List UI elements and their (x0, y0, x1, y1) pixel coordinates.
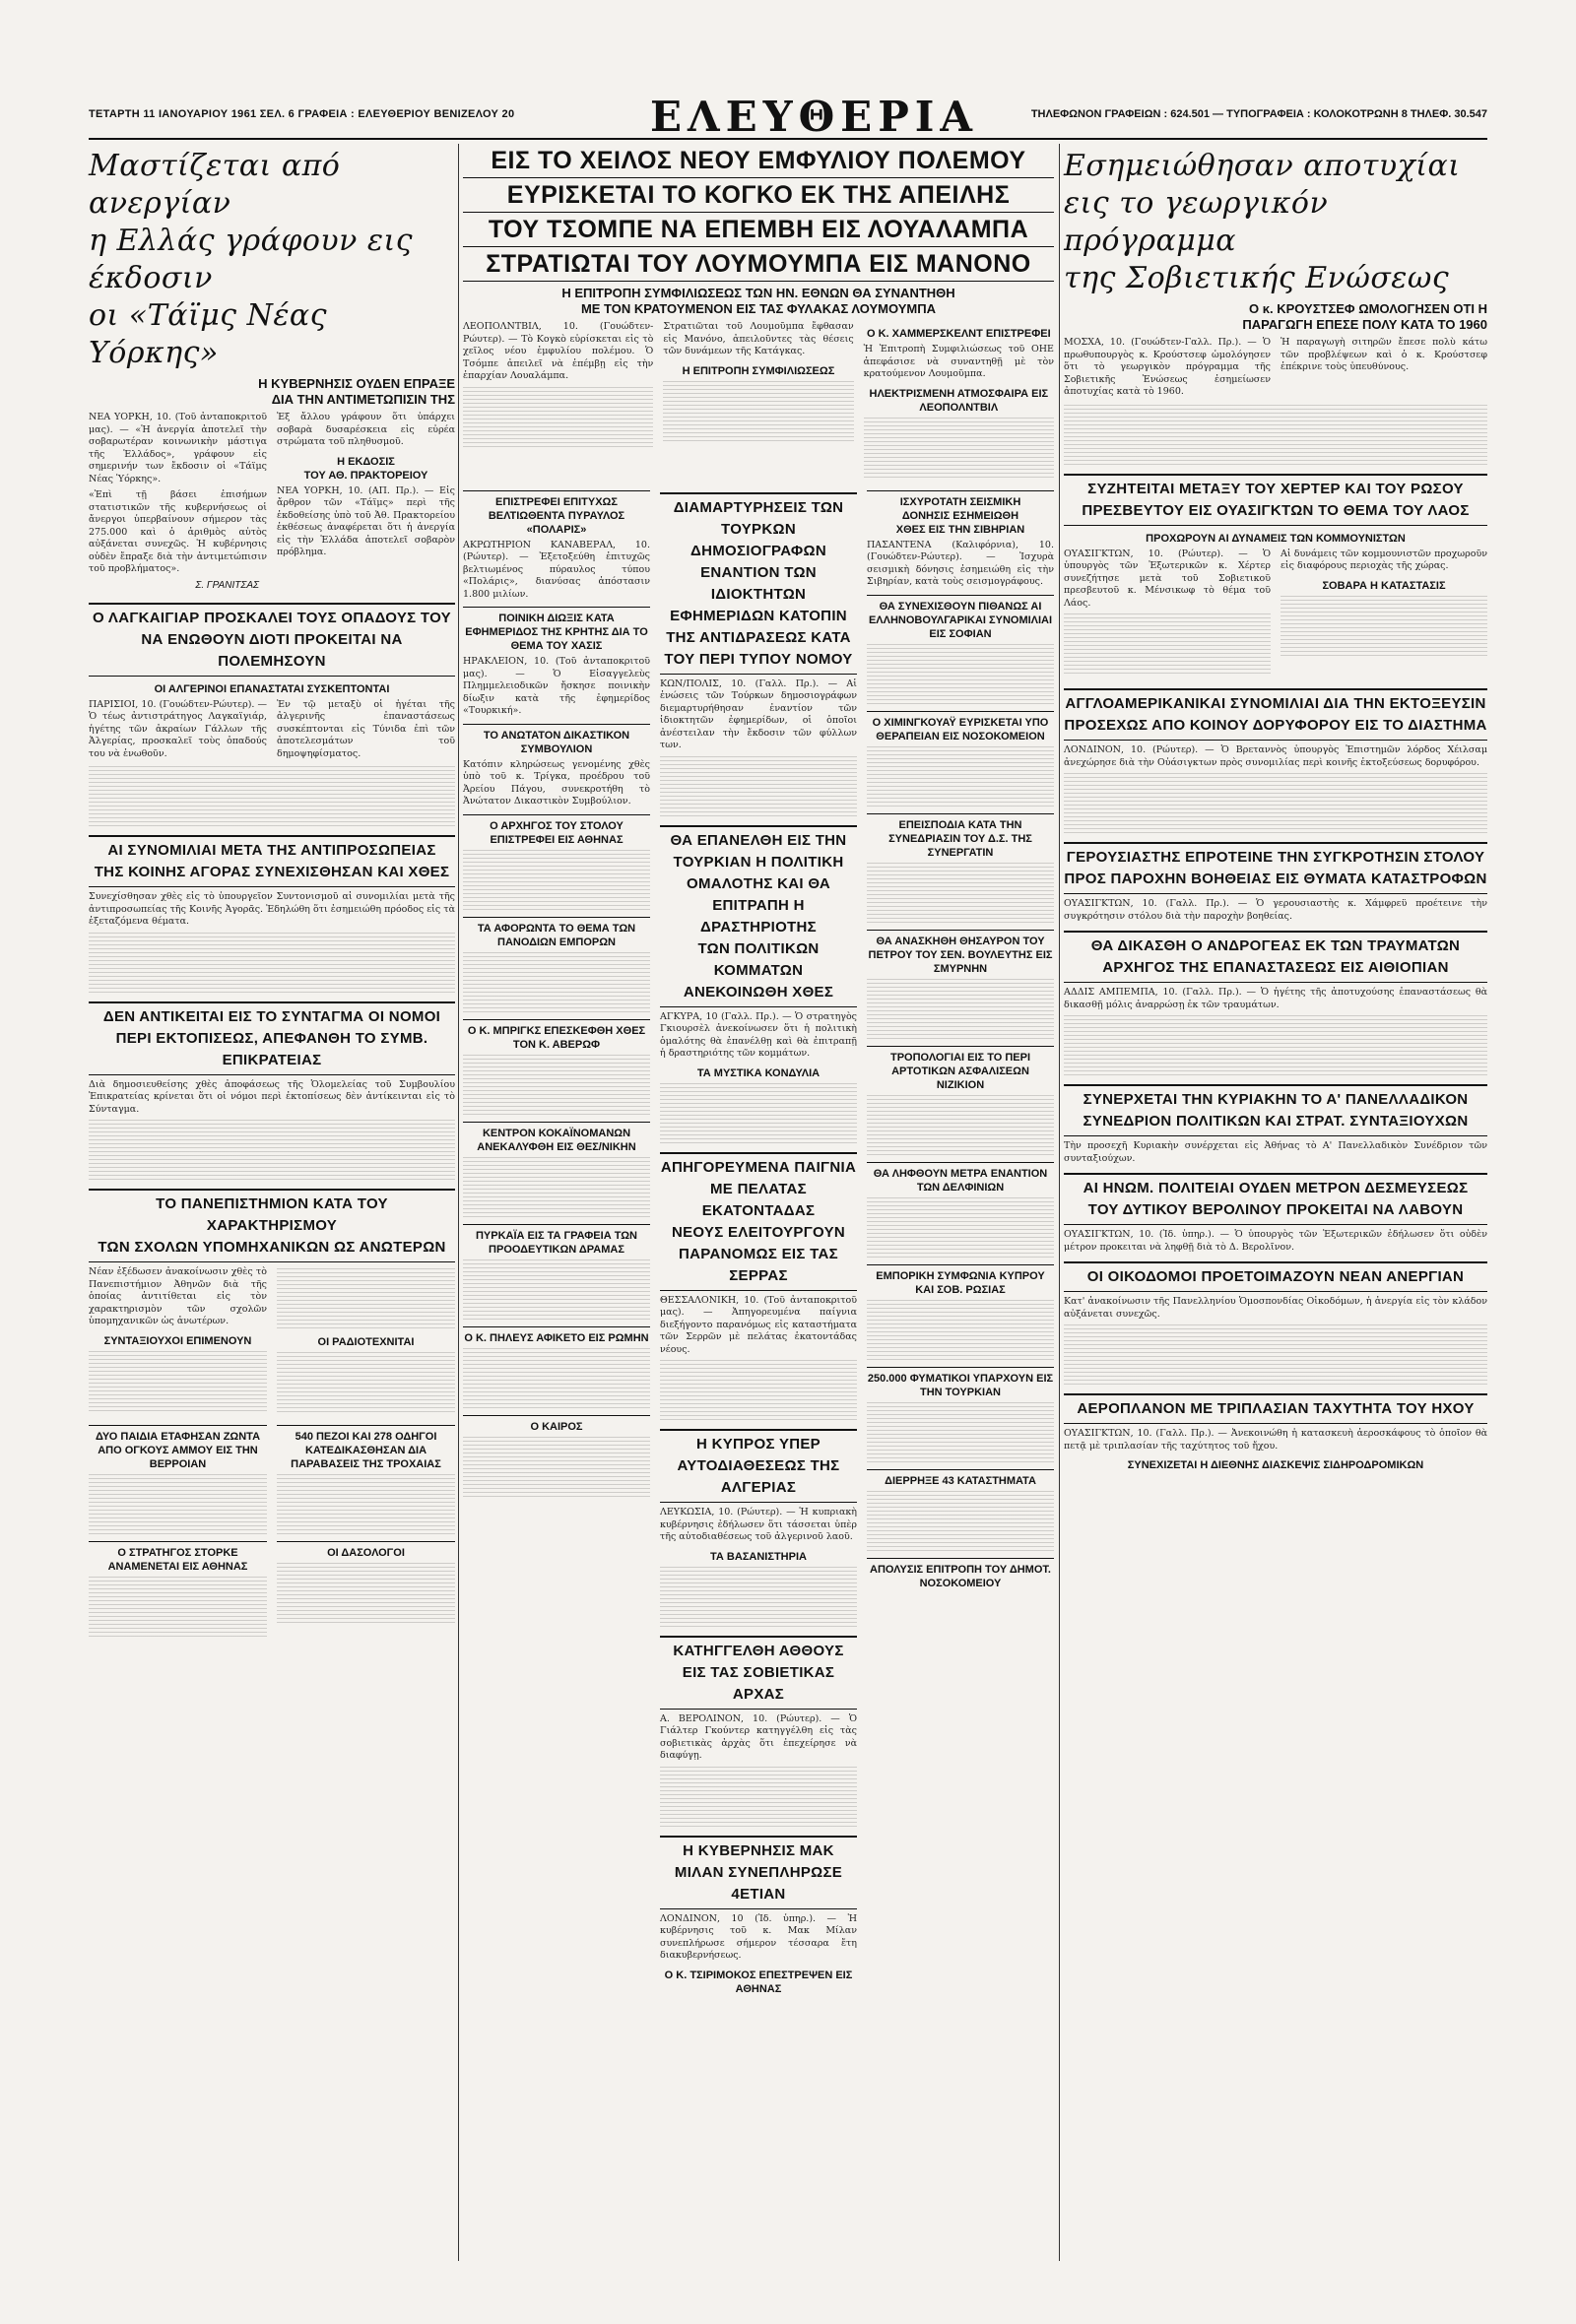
inline-subheading: Ο Κ. ΧΑΜΜΕΡΣΚΕΛΝΤ ΕΠΙΣΤΡΕΦΕΙ (867, 328, 1051, 340)
article-body: ΜΟΣΧΑ, 10. (Γουώδτεν-Γαλλ. Πρ.). — Ὁ πρωθυπουργὸς κ. Κρούστσεφ ὡμολόγησεν ὅτι τὸ γεωργικὸν πρόγραμμα τῆς Σοβιετικῆς Ἑνώσεως ἐσημείωσεν ἀποτυχίας κατὰ τὸ 1960. Ἡ παραγωγὴ σιτηρῶν ἔπεσε πολὺ κάτω τῶν προβλέψεων καὶ ὁ κ. Κρούστσεφ ἐπέκρινε τοὺς ὑπευθύνους. (1064, 337, 1487, 397)
headline-merchants: ΤΑ ΑΦΟΡΩΝΤΑ ΤΟ ΘΕΜΑ ΤΩΝ ΠΑΝΟΔΙΩΝ ΕΜΠΟΡΩΝ (463, 917, 650, 949)
headline-siberia-quake: ΙΣΧΥΡΟΤΑΤΗ ΣΕΙΣΜΙΚΗ ΔΟΝΗΣΙΣ ΕΣΗΜΕΙΩΘΗ ΧΘΕΣ ΕΙΣ ΤΗΝ ΣΙΒΗΡΙΑΝ (867, 490, 1054, 537)
headline-amendments: ΤΡΟΠΟΛΟΓΙΑΙ ΕΙΣ ΤΟ ΠΕΡΙ ΑΡΤΟΤΙΚΩΝ ΑΣΦΑΛΙΣΕΩΝ ΝΙΖΙΚΙΟΝ (867, 1046, 1054, 1092)
paragraph: «Ἐπὶ τῇ βάσει ἐπισήμων στατιστικῶν τῆς κυβερνήσεως οἱ ἄνεργοι ὑπερβαίνουν σήμερον τὰς 275.000 καὶ ὁ ἀριθμὸς αὐτὸς αὐξάνεται συνεχῶς. Ἡ κυβέρνησις οὐδὲν ἔπραξε διὰ τὴν ἀντιμετώπισιν τοῦ προβλήματος». (89, 489, 267, 574)
lead-headline-unemployment (89, 148, 455, 372)
subheadline: Η ΚΥΒΕΡΝΗΣΙΣ ΟΥΔΕΝ ΕΠΡΑΞΕ ΔΙΑ ΤΗΝ ΑΝΤΙΜΕΤΩΠΙΣΙΝ ΤΗΣ (258, 376, 455, 407)
headline-macmillan: Η ΚΥΒΕΡΝΗΣΙΣ ΜΑΚ ΜΙΛΑΝ ΣΥΝΕΠΛΗΡΩΣΕ 4ΕΤΙΑΝ (660, 1836, 857, 1909)
subheadline: Η ΕΠΙΤΡΟΠΗ ΣΥΜΦΙΛΙΩΣΕΩΣ ΤΩΝ ΗΝ. ΕΘΝΩΝ ΘΑ ΣΥΝΑΝΤΗΘΗ ΜΕ ΤΟΝ ΚΡΑΤΟΥΜΕΝΟΝ ΕΙΣ ΤΑΣ ΦΥΛΑΚΑΣ ΛΟΥΜΟΥΜΠΑ (561, 286, 955, 316)
headline-judicial-council: ΤΟ ΑΝΩΤΑΤΟΝ ΔΙΚΑΣΤΙΚΟΝ ΣΥΜΒΟΥΛΙΟΝ (463, 724, 650, 756)
masthead (89, 93, 1487, 141)
headline-builders: ΟΙ ΟΙΚΟΔΟΜΟΙ ΠΡΟΕΤΟΙΜΑΖΟΥΝ ΝΕΑΝ ΑΝΕΡΓΙΑΝ (1064, 1261, 1487, 1292)
paragraph: ΝΕΑ ΥΟΡΚΗ, 10. (Τοῦ ἀνταποκριτοῦ μας). — «Ἡ ἀνεργία ἀποτελεῖ τὴν σοβαρωτέραν κοινωνικὴν μάστιγα τῆς Ἑλλάδος», γράφουν εἰς σημερινήν των ἔκδοσιν οἱ «Τάϊμς Νέας Ὑόρκης». (89, 412, 267, 484)
inline-subheading: Η ΕΚΔΟΣΙΣ ΤΟΥ ΑΘ. ΠΡΑΚΤΟΡΕΙΟΥ (303, 455, 428, 482)
headline-sand-children: ΔΥΟ ΠΑΙΔΙΑ ΕΤΑΦΗΣΑΝ ΖΩΝΤΑ ΑΠΟ ΟΓΚΟΥΣ ΑΜΜΟΥ ΕΙΣ ΤΗΝ ΒΕΡΡΟΙΑΝ (89, 1425, 267, 1471)
byline-signature: Σ. ΓΡΑΝΙΤΣΑΣ (195, 579, 259, 591)
headline-supersonic: ΑΕΡΟΠΛΑΝΟΝ ΜΕ ΤΡΙΠΛΑΣΙΑΝ ΤΑΧΥΤΗΤΑ ΤΟΥ ΗΧΟΥ (1064, 1393, 1487, 1424)
headline-traffic: 540 ΠΕΖΟΙ ΚΑΙ 278 ΟΔΗΓΟΙ ΚΑΤΕΔΙΚΑΣΘΗΣΑΝ ΔΙΑ ΠΑΡΑΒΑΣΕΙΣ ΤΗΣ ΤΡΟΧΑΙΑΣ (277, 1425, 455, 1471)
headline-turkey-normalcy: ΘΑ ΕΠΑΝΕΛΘΗ ΕΙΣ ΤΗΝ ΤΟΥΡΚΙΑΝ Η ΠΟΛΙΤΙΚΗ ΟΜΑΛΟΤΗΣ ΚΑΙ ΘΑ ΕΠΙΤΡΑΠΗ Η ΔΡΑΣΤΗΡΙΟΤΗΣ ΤΩΝ ΠΟΛΙΤΙΚΩΝ ΚΟΜΜΑΤΩΝ ΑΝΕΚΟΙΝΩΘΗ ΧΘΕΣ (660, 825, 857, 1007)
headline-line: οι «Τάϊμς Νέας Υόρκης» (89, 298, 327, 370)
masthead-contact: ΤΗΛΕΦΩΝΟΝ ΓΡΑΦΕΙΩΝ : 624.501 — ΤΥΠΟΓΡΑΦΕΙΑ : ΚΟΛΟΚΟΤΡΩΝΗ 8 ΤΗΛΕΦ. 30.547 (1030, 108, 1487, 120)
headline-polaris: ΕΠΙΣΤΡΕΦΕΙ ΕΠΙΤΥΧΩΣ ΒΕΛΤΙΩΘΕΝΤΑ ΠΥΡΑΥΛΟΣ «ΠΟΛΑΡΙΣ» (463, 490, 650, 537)
headline-cyprus-russia: ΕΜΠΟΡΙΚΗ ΣΥΜΦΩΝΙΑ ΚΥΠΡΟΥ ΚΑΙ ΣΟΒ. ΡΩΣΙΑΣ (867, 1264, 1054, 1297)
headline-burglar: ΔΙΕΡΡΗΞΕ 43 ΚΑΤΑΣΤΗΜΑΤΑ (867, 1469, 1054, 1488)
center-middle-subcolumn: ΔΙΑΜΑΡΤΥΡΗΣΕΙΣ ΤΩΝ ΤΟΥΡΚΩΝ ΔΗΜΟΣΙΟΓΡΑΦΩΝ ΕΝΑΝΤΙΟΝ ΤΩΝ ΙΔΙΟΚΤΗΤΩΝ ΕΦΗΜΕΡΙΔΩΝ ΚΑΤΟΠΙΝ ΤΗΣ ΑΝΤΙΔΡΑΣΕΩΣ ΚΑΤΑ ΤΟΥ ΠΕΡΙ ΤΥΠΟΥ ΝΟΜΟΥ ΚΩΝ/ΠΟΛΙΣ, 10. (Γαλλ. Πρ.). — Αἱ ἑνώσεις τῶν Τούρκων δημοσιογράφων διεμαρτυρήθησαν ἐναντίον τῶν ἰδιοκτητῶν ἐφημερίδων, οἱ ὁποῖοι ἀνέστειλαν τὴν ἔκδοσιν τῶν φύλλων των. ΘΑ ΕΠΑΝΕΛΘΗ ΕΙΣ ΤΗΝ ΤΟΥΡΚΙΑΝ Η ΠΟΛΙΤΙΚΗ ΟΜΑΛΟΤΗΣ ΚΑΙ ΘΑ ΕΠΙΤΡΑΠΗ Η ΔΡΑΣΤΗΡΙΟΤΗΣ ΤΩΝ ΠΟΛΙΤΙΚΩΝ ΚΟΜΜΑΤΩΝ ΑΝΕΚΟΙΝΩΘΗ ΧΘΕΣ ΑΓΚΥΡΑ, 10 (Γαλλ. Πρ.). — Ὁ στρατηγὸς Γκιουρσὲλ ἀνεκοίνωσεν ὅτι ἡ πολιτικὴ ὁμαλότης θὰ ἐπανέλθῃ καὶ θὰ ἐπιτραπῇ ἡ δραστηριότης τῶν κομμάτων. ΤΑ ΜΥΣΤΙΚΑ ΚΟΝΔΥΛΙΑ ΑΠΗΓΟΡΕΥΜΕΝΑ ΠΑΙΓΝΙΑ ΜΕ ΠΕΛΑΤΑΣ ΕΚΑΤΟΝΤΑΔΑΣ ΝΕΟΥΣ ΕΛΕΙΤΟΥΡΓΟΥΝ ΠΑΡΑΝΟΜΩΣ ΕΙΣ ΤΑΣ ΣΕΡΡΑΣ ΘΕΣΣΑΛΟΝΙΚΗ, 10. (Τοῦ ἀνταποκριτοῦ μας). — Ἀπηγορευμένα παίγνια διεξήγοντο παρανόμως εἰς καταστήματα τῶν Σερρῶν μὲ πελάτας ἑκατοντάδας νέους. Η ΚΥΠΡΟΣ ΥΠΕΡ ΑΥΤΟΔΙΑΘΕΣΕΩΣ ΤΗΣ ΑΛΓΕΡΙΑΣ ΛΕΥΚΩΣΙΑ, 10. (Ρώυτερ). — Ἡ κυπριακὴ κυβέρνησις ἐδήλωσεν ὅτι τάσσεται ὑπὲρ τῆς αὐτοδιαθέσεως τοῦ ἀλγερινοῦ λαοῦ. ΤΑ ΒΑΣΑΝΙΣΤΗΡΙΑ ΚΑΤΗΓΓΕΛΘΗ ΑΘΘΟΥΣ ΕΙΣ ΤΑΣ ΣΟΒΙΕΤΙΚΑΣ ΑΡΧΑΣ Α. ΒΕΡΟΛΙΝΟΝ, 10. (Ρώυτερ). — Ὁ Γιάλτερ Γκούντερ κατηγγέλθη εἰς τὰς σοβιετικὰς ἀρχὰς ὅτι ἐπεχείρησε νὰ διαφύγῃ. Η ΚΥΒΕΡΝΗΣΙΣ ΜΑΚ ΜΙΛΑΝ ΣΥΝΕΠΛΗΡΩΣΕ 4ΕΤΙΑΝ ΛΟΝΔΙΝΟΝ, 10 (Ἰδ. ὑπηρ.). — Ἡ κυβέρνησις τοῦ κ. Μακ Μίλαν συνεπλήρωσε σήμερον τέσσαρα ἔτη διακυβερνήσεως. Ο Κ. ΤΣΙΡΙΜΟΚΟΣ ΕΠΕΣΤΡΕΨΕΝ ΕΙΣ ΑΘΗΝΑΣ (660, 484, 857, 1999)
inline-subheading: Ο Κ. ΤΣΙΡΙΜΟΚΟΣ ΕΠΕΣΤΡΕΨΕΝ ΕΙΣ ΑΘΗΝΑΣ (664, 1969, 853, 1995)
inline-subheading: ΣΟΒΑΡΑ Η ΚΑΤΑΣΤΑΣΙΣ (1322, 579, 1446, 592)
center-column (463, 144, 1054, 1999)
paragraph: Συνεχίσθησαν χθὲς εἰς τὸ ὑπουργεῖον Συντονισμοῦ αἱ συνομιλίαι μετὰ τῆς ἀντιπροσωπείας τῆς Κοινῆς Ἀγορᾶς. Ἐδηλώθη ὅτι ἐσημειώθη πρόοδος εἰς τὰ ἐξεταζόμενα θέματα. (89, 891, 455, 927)
headline-lagaillarde: Ο ΛΑΓΚΑΙΓΙΑΡ ΠΡΟΣΚΑΛΕΙ ΤΟΥΣ ΟΠΑΔΟΥΣ ΤΟΥ ΝΑ ΕΝΩΘΟΥΝ ΔΙΟΤΙ ΠΡΟΚΕΙΤΑΙ ΝΑ ΠΟΛΕΜΗΣΟΥΝ (89, 603, 455, 677)
inline-subheading: ΗΛΕΚΤΡΙΣΜΕΝΗ ΑΤΜΟΣΦΑΙΡΑ ΕΙΣ ΛΕΟΠΟΛΝΤΒΙΛ (869, 387, 1049, 414)
headline-turkish-journalists: ΔΙΑΜΑΡΤΥΡΗΣΕΙΣ ΤΩΝ ΤΟΥΡΚΩΝ ΔΗΜΟΣΙΟΓΡΑΦΩΝ ΕΝΑΝΤΙΟΝ ΤΩΝ ΙΔΙΟΚΤΗΤΩΝ ΕΦΗΜΕΡΙΔΩΝ ΚΑΤΟΠΙΝ ΤΗΣ ΑΝΤΙΔΡΑΣΕΩΣ ΚΑΤΑ ΤΟΥ ΠΕΡΙ ΤΥΠΟΥ ΝΟΜΟΥ (660, 492, 857, 675)
headline-exile-laws: ΔΕΝ ΑΝΤΙΚΕΙΤΑΙ ΕΙΣ ΤΟ ΣΥΝΤΑΓΜΑ ΟΙ ΝΟΜΟΙ ΠΕΡΙ ΕΚΤΟΠΙΣΕΩΣ, ΑΠΕΦΑΝΘΗ ΤΟ ΣΥΜΒ. ΕΠΙΚΡΑΤΕΙΑΣ (89, 1001, 455, 1075)
inline-subheading: ΟΙ ΡΑΔΙΟΤΕΧΝΙΤΑΙ (317, 1336, 415, 1348)
headline-fleet-chief: Ο ΑΡΧΗΓΟΣ ΤΟΥ ΣΤΟΛΟΥ ΕΠΙΣΤΡΕΦΕΙ ΕΙΣ ΑΘΗΝΑΣ (463, 814, 650, 847)
left-column (89, 144, 455, 1644)
subheadline: ΟΙ ΑΛΓΕΡΙΝΟΙ ΕΠΑΝΑΣΤΑΤΑΙ ΣΥΣΚΕΠΤΟΝΤΑΙ (154, 682, 390, 695)
headline-laos: ΣΥΖΗΤΕΙΤΑΙ ΜΕΤΑΞΥ ΤΟΥ ΧΕΡΤΕΡ ΚΑΙ ΤΟΥ ΡΩΣΟΥ ΠΡΕΣΒΕΥΤΟΥ ΕΙΣ ΟΥΑΣΙΓΚΤΩΝ ΤΟ ΘΕΜΑ ΤΟΥ ΛΑΟΣ (1064, 474, 1487, 526)
headline-briggs: Ο Κ. ΜΠΡΙΓΚΣ ΕΠΕΣΚΕΦΘΗ ΧΘΕΣ ΤΟΝ Κ. ΑΒΕΡΩΦ (463, 1019, 650, 1052)
inline-subheading: ΣΥΝΤΑΞΙΟΥΧΟΙ ΕΠΙΜΕΝΟΥΝ (103, 1334, 252, 1347)
lead-headline-soviet-agriculture: Εσημειώθησαν αποτυχίαι εις το γεωργικόν πρόγραμμα της Σοβιετικής Ενώσεως (1064, 149, 1461, 295)
headline-storke: Ο ΣΤΡΑΤΗΓΟΣ ΣΤΟΡΚΕ ΑΝΑΜΕΝΕΤΑΙ ΕΙΣ ΑΘΗΝΑΣ (89, 1541, 267, 1574)
headline-cocaine: ΚΕΝΤΡΟΝ ΚΟΚΑΪΝΟΜΑΝΩΝ ΑΝΕΚΑΛΥΦΘΗ ΕΙΣ ΘΕΣ/ΝΙΚΗΝ (463, 1122, 650, 1154)
headline-hemingway: Ο ΧΙΜΙΝΓΚΟΥΑΫ ΕΥΡΙΣΚΕΤΑΙ ΥΠΟ ΘΕΡΑΠΕΙΑΝ ΕΙΣ ΝΟΣΟΚΟΜΕΙΟΝ (867, 711, 1054, 743)
subheadline: ΠΡΟΧΩΡΟΥΝ ΑΙ ΔΥΝΑΜΕΙΣ ΤΩΝ ΚΟΜΜΟΥΝΙΣΤΩΝ (1146, 532, 1406, 545)
center-left-subcolumn: ΕΠΙΣΤΡΕΦΕΙ ΕΠΙΤΥΧΩΣ ΒΕΛΤΙΩΘΕΝΤΑ ΠΥΡΑΥΛΟΣ «ΠΟΛΑΡΙΣ» ΑΚΡΩΤΗΡΙΟΝ ΚΑΝΑΒΕΡΑΛ, 10. (Ρώυτερ). — Ἐξετοξεύθη ἐπιτυχῶς βελτιωμένος πύραυλος τύπου «Πολάρις», διανύσας ἀπόστασιν 1.800 μιλίων. ΠΟΙΝΙΚΗ ΔΙΩΞΙΣ ΚΑΤΑ ΕΦΗΜΕΡΙΔΟΣ ΤΗΣ ΚΡΗΤΗΣ ΔΙΑ ΤΟ ΘΕΜΑ ΤΟΥ ΧΑΣΙΣ ΗΡΑΚΛΕΙΟΝ, 10. (Τοῦ ἀνταποκριτοῦ μας). — Ὁ Εἰσαγγελεὺς Πλημμελειοδικῶν ἤσκησε ποινικὴν δίωξιν κατὰ τῆς ἐφημερίδος «Τουρκική». ΤΟ ΑΝΩΤΑΤΟΝ ΔΙΚΑΣΤΙΚΟΝ ΣΥΜΒΟΥΛΙΟΝ Κατόπιν κληρώσεως γενομένης χθὲς ὑπὸ τοῦ κ. Τρίγκα, προέδρου τοῦ Ἀρείου Πάγου, συνεκροτήθη τὸ Ἀνώτατον Δικαστικὸν Συμβούλιον. Ο ΑΡΧΗΓΟΣ ΤΟΥ ΣΤΟΛΟΥ ΕΠΙΣΤΡΕΦΕΙ ΕΙΣ ΑΘΗΝΑΣ ΤΑ ΑΦΟΡΩΝΤΑ ΤΟ ΘΕΜΑ ΤΩΝ ΠΑΝΟΔΙΩΝ ΕΜΠΟΡΩΝ Ο Κ. ΜΠΡΙΓΚΣ ΕΠΕΣΚΕΦΘΗ ΧΘΕΣ ΤΟΝ Κ. ΑΒΕΡΩΦ ΚΕΝΤΡΟΝ ΚΟΚΑΪΝΟΜΑΝΩΝ ΑΝΕΚΑΛΥΦΘΗ ΕΙΣ ΘΕΣ/ΝΙΚΗΝ ΠΥΡΚΑΪΑ ΕΙΣ ΤΑ ΓΡΑΦΕΙΑ ΤΩΝ ΠΡΟΟΔΕΥΤΙΚΩΝ ΔΡΑΜΑΣ Ο Κ. ΠΗΛΕΥΣ ΑΦΙΚΕΤΟ ΕΙΣ ΡΩΜΗΝ Ο ΚΑΙΡΟΣ (463, 484, 650, 1999)
paragraph: Νέαν ἐξέδωσεν ἀνακοίνωσιν χθὲς τὸ Πανεπιστήμιον Ἀθηνῶν διὰ τῆς ὁποίας ἀντιτίθεται εἰς τὸν χαρακτηρισμὸν τῶν σχολῶν ὑπομηχανικῶν ὡς ἀνωτέρων. (89, 1266, 267, 1326)
headline-hospital: ΑΠΟΛΥΣΙΣ ΕΠΙΤΡΟΠΗ ΤΟΥ ΔΗΜΟΤ. ΝΟΣΟΚΟΜΕΙΟΥ (867, 1558, 1054, 1590)
headline-pensioners: ΣΥΝΕΡΧΕΤΑΙ ΤΗΝ ΚΥΡΙΑΚΗΝ ΤΟ Α' ΠΑΝΕΛΛΑΔΙΚΟΝ ΣΥΝΕΔΡΙΟΝ ΠΟΛΙΤΙΚΩΝ ΚΑΙ ΣΤΡΑΤ. ΣΥΝΤΑΞΙΟΥΧΩΝ (1064, 1084, 1487, 1136)
headline-foresters: ΟΙ ΔΑΣΟΛΟΓΟΙ (277, 1541, 455, 1560)
article-body (89, 412, 455, 595)
newspaper-title: ΕΛΕΥΘΕΡΙΑ (650, 93, 979, 141)
headline-dolphins: ΘΑ ΛΗΦΘΟΥΝ ΜΕΤΡΑ ΕΝΑΝΤΙΟΝ ΤΩΝ ΔΕΛΦΙΝΙΩΝ (867, 1162, 1054, 1194)
masthead-dateline: ΤΕΤΑΡΤΗ 11 ΙΑΝΟΥΑΡΙΟΥ 1961 ΣΕΛ. 6 ΓΡΑΦΕΙΑ : ΕΛΕΥΘΕΡΙΟΥ ΒΕΝΙΖΕΛΟΥ 20 (89, 108, 515, 120)
headline-common-market: ΑΙ ΣΥΝΟΜΙΛΙΑΙ ΜΕΤΑ ΤΗΣ ΑΝΤΙΠΡΟΣΩΠΕΙΑΣ ΤΗΣ ΚΟΙΝΗΣ ΑΓΟΡΑΣ ΣΥΝΕΧΙΣΘΗΣΑΝ ΚΑΙ ΧΘΕΣ (89, 835, 455, 887)
headline-tuberculosis: 250.000 ΦΥΜΑΤΙΚΟΙ ΥΠΑΡΧΟΥΝ ΕΙΣ ΤΗΝ ΤΟΥΡΚΙΑΝ (867, 1367, 1054, 1399)
headline-satellite: ΑΓΓΛΟΑΜΕΡΙΚΑΝΙΚΑΙ ΣΥΝΟΜΙΛΙΑΙ ΔΙΑ ΤΗΝ ΕΚΤΟΞΕΥΣΙΝ ΠΡΟΣΕΧΩΣ ΑΠΟ ΚΟΙΝΟΥ ΔΟΡΥΦΟΡΟΥ ΕΙΣ ΤΟ ΔΙΑΣΤΗΜΑ (1064, 688, 1487, 741)
headline-cyprus-algeria: Η ΚΥΠΡΟΣ ΥΠΕΡ ΑΥΤΟΔΙΑΘΕΣΕΩΣ ΤΗΣ ΑΛΓΕΡΙΑΣ (660, 1429, 857, 1503)
paragraph: ΝΕΑ ΥΟΡΚΗ, 10. (ΑΠ. Πρ.). — Εἰς ἄρθρον τῶν «Τάϊμς» περὶ τῆς ἐκδοθείσης ὑπὸ τοῦ Ἀθ. Πρακτορείου ἐκθέσεως ἀναφέρεται ὅτι ἡ ἀνεργία εἰς τὴν Ἑλλάδα ἀποτελεῖ σοβαρὸν πρόβλημα. (277, 484, 455, 557)
headline-sofia-talks: ΘΑ ΣΥΝΕΧΙΣΘΟΥΝ ΠΙΘΑΝΩΣ ΑΙ ΕΛΛΗΝΟΒΟΥΛΓΑΡΙΚΑΙ ΣΥΝΟΜΙΛΙΑΙ ΕΙΣ ΣΟΦΙΑΝ (867, 595, 1054, 641)
headline-soviet-denounced: ΚΑΤΗΓΓΕΛΘΗ ΑΘΘΟΥΣ ΕΙΣ ΤΑΣ ΣΟΒΙΕΤΙΚΑΣ ΑΡΧΑΣ (660, 1636, 857, 1710)
headline-cooperative: ΕΠΕΙΣΠΟΔΙΑ ΚΑΤΑ ΤΗΝ ΣΥΝΕΔΡΙΑΣΙΝ ΤΟΥ Δ.Σ. ΤΗΣ ΣΥΝΕΡΓΑΤΙΝ (867, 813, 1054, 860)
inline-subheading: ΤΑ ΒΑΣΑΝΙΣΤΗΡΙΑ (710, 1550, 807, 1563)
headline-line: η Ελλάς γράφουν εις έκδοσιν (89, 224, 414, 295)
inline-subheading: Η ΕΠΙΤΡΟΠΗ ΣΥΜΦΙΛΙΩΣΕΩΣ (682, 364, 835, 377)
headline-crete-newspaper: ΠΟΙΝΙΚΗ ΔΙΩΞΙΣ ΚΑΤΑ ΕΦΗΜΕΡΙΔΟΣ ΤΗΣ ΚΡΗΤΗΣ ΔΙΑ ΤΟ ΘΕΜΑ ΤΟΥ ΧΑΣΙΣ (463, 607, 650, 653)
headline-ethiopia: ΘΑ ΔΙΚΑΣΘΗ Ο ΑΝΔΡΟΓΕΑΣ ΕΚ ΤΩΝ ΤΡΑΥΜΑΤΩΝ ΑΡΧΗΓΟΣ ΤΗΣ ΕΠΑΝΑΣΤΑΣΕΩΣ ΕΙΣ ΑΙΘΙΟΠΙΑΝ (1064, 931, 1487, 983)
headline-illegal-gambling: ΑΠΗΓΟΡΕΥΜΕΝΑ ΠΑΙΓΝΙΑ ΜΕ ΠΕΛΑΤΑΣ ΕΚΑΤΟΝΤΑΔΑΣ ΝΕΟΥΣ ΕΛΕΙΤΟΥΡΓΟΥΝ ΠΑΡΑΝΟΜΩΣ ΕΙΣ ΤΑΣ ΣΕΡΡΑΣ (660, 1152, 857, 1291)
inline-subheading: ΤΑ ΜΥΣΤΙΚΑ ΚΟΝΔΥΛΙΑ (696, 1066, 821, 1079)
headline-line: Μαστίζεται από ανεργίαν (89, 149, 341, 221)
paragraph: Ἐξ ἄλλου γράφουν ὅτι ὑπάρχει σοβαρὰ δυσαρέσκεια εἰς εὐρέα στρώματα τοῦ πληθυσμοῦ. (277, 412, 455, 447)
headline-peleus: Ο Κ. ΠΗΛΕΥΣ ΑΦΙΚΕΤΟ ΕΙΣ ΡΩΜΗΝ (463, 1326, 650, 1345)
article-body: ΠΑΡΙΣΙΟΙ, 10. (Γουώδτεν-Ρώυτερ). — Ὁ τέως ἀντιστράτηγος Λαγκαϊγιάρ, ἡγέτης τῶν ἀκραίων Γάλλων τῆς Ἀλγερίας, προσκαλεῖ τοὺς ὀπαδούς του νὰ ἑνωθοῦν. Ἐν τῷ μεταξὺ οἱ ἡγέται τῆς ἀλγερινῆς ἐπαναστάσεως συσκέπτονται εἰς Τύνιδα ἐπὶ τῶν ἀποτελεσμάτων τοῦ δημοψηφίσματος. (89, 698, 455, 759)
headline-west-berlin: ΑΙ ΗΝΩΜ. ΠΟΛΙΤΕΙΑΙ ΟΥΔΕΝ ΜΕΤΡΟΝ ΔΕΣΜΕΥΣΕΩΣ ΤΟΥ ΔΥΤΙΚΟΥ ΒΕΡΟΛΙΝΟΥ ΠΡΟΚΕΙΤΑΙ ΝΑ ΛΑΒΟΥΝ (1064, 1173, 1487, 1225)
headline-relief-fleet: ΓΕΡΟΥΣΙΑΣΤΗΣ ΕΠΡΟΤΕΙΝΕ ΤΗΝ ΣΥΓΚΡΟΤΗΣΙΝ ΣΤΟΛΟΥ ΠΡΟΣ ΠΑΡΟΧΗΝ ΒΟΗΘΕΙΑΣ ΕΙΣ ΘΥΜΑΤΑ ΚΑΤΑΣΤΡΟΦΩΝ (1064, 842, 1487, 894)
headline-university: ΤΟ ΠΑΝΕΠΙΣΤΗΜΙΟΝ ΚΑΤΑ ΤΟΥ ΧΑΡΑΚΤΗΡΙΣΜΟΥ ΤΩΝ ΣΧΟΛΩΝ ΥΠΟΜΗΧΑΝΙΚΩΝ ΩΣ ΑΝΩΤΕΡΩΝ (89, 1189, 455, 1262)
paragraph: Διὰ δημοσιευθείσης χθὲς ἀποφάσεως τῆς Ὁλομελείας τοῦ Συμβουλίου Ἐπικρατείας κρίνεται ὅτι οἱ νόμοι περὶ ἐκτοπίσεως δὲν ἀντίκεινται εἰς τὸ Σύνταγμα. (89, 1078, 455, 1115)
headline-fire-drama: ΠΥΡΚΑΪΑ ΕΙΣ ΤΑ ΓΡΑΦΕΙΑ ΤΩΝ ΠΡΟΟΔΕΥΤΙΚΩΝ ΔΡΑΜΑΣ (463, 1224, 650, 1257)
column-rule (1059, 144, 1060, 2261)
center-right-subcolumn: ΙΣΧΥΡΟΤΑΤΗ ΣΕΙΣΜΙΚΗ ΔΟΝΗΣΙΣ ΕΣΗΜΕΙΩΘΗ ΧΘΕΣ ΕΙΣ ΤΗΝ ΣΙΒΗΡΙΑΝ ΠΑΣΑΝΤΕΝΑ (Καλιφόρνια), 10. (Γουώδτεν-Ρώυτερ). — Ἰσχυρὰ σεισμικὴ δόνησις ἐσημειώθη εἰς τὴν Σιβηρίαν, κατὰ τοὺς σεισμογράφους. ΘΑ ΣΥΝΕΧΙΣΘΟΥΝ ΠΙΘΑΝΩΣ ΑΙ ΕΛΛΗΝΟΒΟΥΛΓΑΡΙΚΑΙ ΣΥΝΟΜΙΛΙΑΙ ΕΙΣ ΣΟΦΙΑΝ Ο ΧΙΜΙΝΓΚΟΥΑΫ ΕΥΡΙΣΚΕΤΑΙ ΥΠΟ ΘΕΡΑΠΕΙΑΝ ΕΙΣ ΝΟΣΟΚΟΜΕΙΟΝ ΕΠΕΙΣΠΟΔΙΑ ΚΑΤΑ ΤΗΝ ΣΥΝΕΔΡΙΑΣΙΝ ΤΟΥ Δ.Σ. ΤΗΣ ΣΥΝΕΡΓΑΤΙΝ ΘΑ ΑΝΑΣΚΗΘΗ ΘΗΣΑΥΡΟΝ ΤΟΥ ΠΕΤΡΟΥ ΤΟΥ ΣΕΝ. ΒΟΥΛΕΥΤΗΣ ΕΙΣ ΣΜΥΡΝΗΝ ΤΡΟΠΟΛΟΓΙΑΙ ΕΙΣ ΤΟ ΠΕΡΙ ΑΡΤΟΤΙΚΩΝ ΑΣΦΑΛΙΣΕΩΝ ΝΙΖΙΚΙΟΝ ΘΑ ΛΗΦΘΟΥΝ ΜΕΤΡΑ ΕΝΑΝΤΙΟΝ ΤΩΝ ΔΕΛΦΙΝΙΩΝ ΕΜΠΟΡΙΚΗ ΣΥΜΦΩΝΙΑ ΚΥΠΡΟΥ ΚΑΙ ΣΟΒ. ΡΩΣΙΑΣ 250.000 ΦΥΜΑΤΙΚΟΙ ΥΠΑΡΧΟΥΝ ΕΙΣ ΤΗΝ ΤΟΥΡΚΙΑΝ ΔΙΕΡΡΗΞΕ 43 ΚΑΤΑΣΤΗΜΑΤΑ ΑΠΟΛΥΣΙΣ ΕΠΙΤΡΟΠΗ ΤΟΥ ΔΗΜΟΤ. ΝΟΣΟΚΟΜΕΙΟΥ (867, 484, 1054, 1999)
subheadline: Ο κ. ΚΡΟΥΣΤΣΕΦ ΩΜΟΛΟΓΗΣΕΝ ΟΤΙ Η ΠΑΡΑΓΩΓΗ ΕΠΕΣΕ ΠΟΛΥ ΚΑΤΑ ΤΟ 1960 (1242, 301, 1487, 332)
article-body: ΛΕΟΠΟΛΝΤΒΙΛ, 10. (Γουώδτεν-Ρώυτερ). — Τὸ Κογκὸ εὑρίσκεται εἰς τὸ χεῖλος νέου ἐμφυλίου πολέμου. Ὁ Τσόμπε ἀπειλεῖ νὰ ἐπέμβῃ εἰς τὴν ἐπαρχίαν Λουαλάμπα. Στρατιῶται τοῦ Λουμοῦμπα ἔφθασαν εἰς Μανόνο, ἀπειλοῦντες τὰς θέσεις τῶν δυνάμεων τῆς Κατάγκας. Η ΕΠΙΤΡΟΠΗ ΣΥΜΦΙΛΙΩΣΕΩΣ Ο Κ. ΧΑΜΜΕΡΣΚΕΛΝΤ ΕΠΙΣΤΡΕΦΕΙ Ἡ Ἐπιτροπὴ Συμφιλιώσεως τοῦ ΟΗΕ ἀπεφάσισε νὰ συναντηθῇ μὲ τὸν κρατούμενον Λουμοῦμπα. ΗΛΕΚΤΡΙΣΜΕΝΗ ΑΤΜΟΣΦΑΙΡΑ ΕΙΣ ΛΕΟΠΟΛΝΤΒΙΛ (463, 321, 1054, 484)
column-rule (458, 144, 459, 2261)
headline-treasure: ΘΑ ΑΝΑΣΚΗΘΗ ΘΗΣΑΥΡΟΝ ΤΟΥ ΠΕΤΡΟΥ ΤΟΥ ΣΕΝ. ΒΟΥΛΕΥΤΗΣ ΕΙΣ ΣΜΥΡΝΗΝ (867, 930, 1054, 976)
right-column: Εσημειώθησαν αποτυχίαι εις το γεωργικόν πρόγραμμα της Σοβιετικής Ενώσεως Ο κ. ΚΡΟΥΣΤΣΕΦ ΩΜΟΛΟΓΗΣΕΝ ΟΤΙ Η ΠΑΡΑΓΩΓΗ ΕΠΕΣΕ ΠΟΛΥ ΚΑΤΑ ΤΟ 1960 ΜΟΣΧΑ, 10. (Γουώδτεν-Γαλλ. Πρ.). — Ὁ πρωθυπουργὸς κ. Κρούστσεφ ὡμολόγησεν ὅτι τὸ γεωργικὸν πρόγραμμα τῆς Σοβιετικῆς Ἑνώσεως ἐσημείωσεν ἀποτυχίας κατὰ τὸ 1960. Ἡ παραγωγὴ σιτηρῶν ἔπεσε πολὺ κάτω τῶν προβλέψεων καὶ ὁ κ. Κρούστσεφ ἐπέκρινε τοὺς ὑπευθύνους. ΣΥΖΗΤΕΙΤΑΙ ΜΕΤΑΞΥ ΤΟΥ ΧΕΡΤΕΡ ΚΑΙ ΤΟΥ ΡΩΣΟΥ ΠΡΕΣΒΕΥΤΟΥ ΕΙΣ ΟΥΑΣΙΓΚΤΩΝ ΤΟ ΘΕΜΑ ΤΟΥ ΛΑΟΣ ΠΡΟΧΩΡΟΥΝ ΑΙ ΔΥΝΑΜΕΙΣ ΤΩΝ ΚΟΜΜΟΥΝΙΣΤΩΝ ΟΥΑΣΙΓΚΤΩΝ, 10. (Ρώυτερ). — Ὁ ὑπουργὸς τῶν Ἐξωτερικῶν κ. Χέρτερ συνεζήτησε μετὰ τοῦ Σοβιετικοῦ πρεσβευτοῦ κ. Μένσικωφ τὸ θέμα τοῦ Λάος. Αἱ δυνάμεις τῶν κομμουνιστῶν προχωροῦν εἰς διαφόρους περιοχὰς τῆς χώρας. ΣΟΒΑΡΑ Η ΚΑΤΑΣΤΑΣΙΣ ΑΓΓΛΟΑΜΕΡΙΚΑΝΙΚΑΙ ΣΥΝΟΜΙΛΙΑΙ ΔΙΑ ΤΗΝ ΕΚΤΟΞΕΥΣΙΝ ΠΡΟΣΕΧΩΣ ΑΠΟ ΚΟΙΝΟΥ ΔΟΡΥΦΟΡΟΥ ΕΙΣ ΤΟ ΔΙΑΣΤΗΜΑ ΛΟΝΔΙΝΟΝ, 10. (Ρώυτερ). — Ὁ Βρεταννὸς ὑπουργὸς Ἐπιστημῶν λόρδος Χέιλσαμ ἀνεχώρησε διὰ τὴν Οὐάσιγκτων πρὸς συνομιλίας περὶ κοινῆς ἐκτοξεύσεως δορυφόρου. ΓΕΡΟΥΣΙΑΣΤΗΣ ΕΠΡΟΤΕΙΝΕ ΤΗΝ ΣΥΓΚΡΟΤΗΣΙΝ ΣΤΟΛΟΥ ΠΡΟΣ ΠΑΡΟΧΗΝ ΒΟΗΘΕΙΑΣ ΕΙΣ ΘΥΜΑΤΑ ΚΑΤΑΣΤΡΟΦΩΝ ΟΥΑΣΙΓΚΤΩΝ, 10. (Γαλλ. Πρ.). — Ὁ γερουσιαστὴς κ. Χάμφρεϋ προέτεινε τὴν συγκρότησιν στόλου διὰ τὴν παροχὴν βοηθείας. ΘΑ ΔΙΚΑΣΘΗ Ο ΑΝΔΡΟΓΕΑΣ ΕΚ ΤΩΝ ΤΡΑΥΜΑΤΩΝ ΑΡΧΗΓΟΣ ΤΗΣ ΕΠΑΝΑΣΤΑΣΕΩΣ ΕΙΣ ΑΙΘΙΟΠΙΑΝ ΑΔΔΙΣ ΑΜΠΕΜΠΑ, 10. (Γαλλ. Πρ.). — Ὁ ἡγέτης τῆς ἀποτυχούσης ἐπαναστάσεως θὰ δικασθῇ μόλις ἀναρρώσῃ ἐκ τῶν τραυμάτων. ΣΥΝΕΡΧΕΤΑΙ ΤΗΝ ΚΥΡΙΑΚΗΝ ΤΟ Α' ΠΑΝΕΛΛΑΔΙΚΟΝ ΣΥΝΕΔΡΙΟΝ ΠΟΛΙΤΙΚΩΝ ΚΑΙ ΣΤΡΑΤ. ΣΥΝΤΑΞΙΟΥΧΩΝ Τὴν προσεχῆ Κυριακὴν συνέρχεται εἰς Ἀθήνας τὸ Α' Πανελλαδικὸν Συνέδριον τῶν συνταξιούχων. ΑΙ ΗΝΩΜ. ΠΟΛΙΤΕΙΑΙ ΟΥΔΕΝ ΜΕΤΡΟΝ ΔΕΣΜΕΥΣΕΩΣ ΤΟΥ ΔΥΤΙΚΟΥ ΒΕΡΟΛΙΝΟΥ ΠΡΟΚΕΙΤΑΙ ΝΑ ΛΑΒΟΥΝ ΟΥΑΣΙΓΚΤΩΝ, 10. (Ἰδ. ὑπηρ.). — Ὁ ὑπουργὸς τῶν Ἐξωτερικῶν ἐδήλωσεν ὅτι οὐδὲν μέτρον προκειται νὰ ληφθῇ διὰ τὸ Δ. Βερολῖνον. ΟΙ ΟΙΚΟΔΟΜΟΙ ΠΡΟΕΤΟΙΜΑΖΟΥΝ ΝΕΑΝ ΑΝΕΡΓΙΑΝ Κατ' ἀνακοίνωσιν τῆς Πανελληνίου Ὁμοσπονδίας Οἰκοδόμων, ἡ ἀνεργία εἰς τὸν κλάδον αὐξάνεται συνεχῶς. ΑΕΡΟΠΛΑΝΟΝ ΜΕ ΤΡΙΠΛΑΣΙΑΝ ΤΑΧΥΤΗΤΑ ΤΟΥ ΗΧΟΥ ΟΥΑΣΙΓΚΤΩΝ, 10. (Γαλλ. Πρ.). — Ἀνεκοινώθη ἡ κατασκευὴ ἀεροσκάφους τὸ ὁποῖον θὰ πετᾷ μὲ τριπλασίαν τῆς ταχύτητος τοῦ ἤχου. ΣΥΝΕΧΙΖΕΤΑΙ Η ΔΙΕΘΝΗΣ ΔΙΑΣΚΕΨΙΣ ΣΙΔΗΡΟΔΡΟΜΙΚΩΝ (1064, 149, 1487, 1471)
headline-railway-conference: ΣΥΝΕΧΙΖΕΤΑΙ Η ΔΙΕΘΝΗΣ ΔΙΑΣΚΕΨΙΣ ΣΙΔΗΡΟΔΡΟΜΙΚΩΝ (1127, 1459, 1424, 1471)
lead-headline-congo: ΕΙΣ ΤΟ ΧΕΙΛΟΣ ΝΕΟΥ ΕΜΦΥΛΙΟΥ ΠΟΛΕΜΟΥ ΕΥΡΙΣΚΕΤΑΙ ΤΟ ΚΟΓΚΟ ΕΚ ΤΗΣ ΑΠΕΙΛΗΣ ΤΟΥ ΤΣΟΜΠΕ ΝΑ ΕΠΕΜΒΗ ΕΙΣ ΛΟΥΑΛΑΜΠΑ ΣΤΡΑΤΙΩΤΑΙ ΤΟΥ ΛΟΥΜΟΥΜΠΑ ΕΙΣ ΜΑΝΟΝΟ (463, 144, 1054, 282)
headline-weather: Ο ΚΑΙΡΟΣ (463, 1415, 650, 1434)
